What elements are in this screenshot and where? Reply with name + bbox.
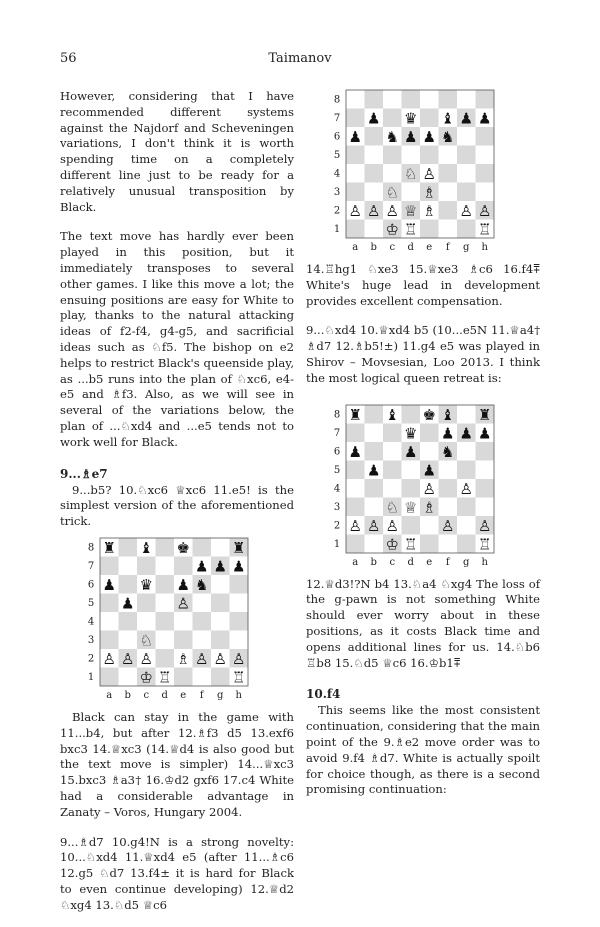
paragraph: 14.♖hg1 ♘xe3 15.♕xe3 ♗c6 16.f4⩱ White's huge lead in development provides excellent compensation. [306, 262, 540, 308]
rank-label: 6 [87, 579, 95, 591]
rank-label: 6 [333, 131, 341, 143]
chess-piece-icon: ♜ [348, 405, 362, 424]
file-label: d [407, 556, 414, 568]
rank-label: 8 [333, 94, 341, 106]
board-square [420, 146, 439, 165]
chess-piece-icon: ♝ [385, 405, 399, 424]
rank-label: 4 [87, 616, 95, 628]
file-label: h [235, 689, 242, 701]
board-square [193, 667, 212, 686]
board-square [365, 220, 384, 239]
chessboard-svg [306, 86, 540, 254]
chess-piece-icon: ♙ [348, 516, 362, 535]
chess-piece-icon: ♟ [213, 557, 227, 576]
chess-piece-icon: ♟ [422, 127, 436, 146]
rank-label: 7 [87, 561, 95, 573]
chess-piece-icon: ♘ [385, 183, 399, 202]
board-square [457, 534, 476, 553]
chess-piece-icon: ♟ [422, 460, 436, 479]
chess-piece-icon: ♖ [158, 668, 172, 687]
chess-piece-icon: ♟ [102, 575, 116, 594]
chess-piece-icon: ♛ [404, 109, 418, 128]
board-square [211, 575, 230, 594]
board-square [365, 164, 384, 183]
chess-piece-icon: ♛ [139, 575, 153, 594]
file-label: b [370, 242, 377, 253]
board-square [365, 146, 384, 165]
chess-piece-icon: ♟ [459, 109, 473, 128]
chess-piece-icon: ♙ [176, 594, 190, 613]
board-square [457, 164, 476, 183]
chess-piece-icon: ♘ [385, 497, 399, 516]
board-square [137, 556, 156, 575]
chess-piece-icon: ♝ [441, 109, 455, 128]
rank-label: 3 [333, 187, 341, 199]
file-label: b [124, 689, 131, 701]
board-square [119, 556, 138, 575]
chess-piece-icon: ♘ [139, 631, 153, 650]
board-square [457, 220, 476, 239]
board-square [457, 183, 476, 202]
chess-piece-icon: ♗ [176, 649, 190, 668]
board-square [383, 479, 402, 498]
board-square [193, 538, 212, 557]
board-square [346, 534, 365, 553]
board-square [211, 630, 230, 649]
chess-piece-icon: ♖ [404, 534, 418, 553]
chess-piece-icon: ♙ [367, 201, 381, 220]
chess-piece-icon: ♗ [422, 183, 436, 202]
chess-diagram [60, 534, 294, 702]
paragraph: 9...♗d7 10.g4!N is a strong novelty: 10...♘xd4 11.♕xd4 e5 (after 11...♗c6 12.g5 ♘d7 13.f4± it is hard for Black to even continue developing) 12.♕d2 ♘xg4 13.♘d5 ♕c6 [60, 834, 294, 912]
board-square [402, 405, 421, 424]
chess-piece-icon: ♟ [348, 442, 362, 461]
board-square [156, 649, 175, 668]
chess-piece-icon: ♙ [385, 516, 399, 535]
chess-piece-icon: ♟ [404, 442, 418, 461]
chess-piece-icon: ♖ [478, 220, 492, 239]
board-square [193, 593, 212, 612]
chess-piece-icon: ♙ [478, 201, 492, 220]
file-label: c [143, 689, 150, 701]
file-label: g [463, 242, 470, 253]
chess-piece-icon: ♔ [385, 534, 399, 553]
chess-piece-icon: ♜ [232, 538, 246, 557]
rank-label: 4 [333, 483, 341, 495]
board-square [365, 90, 384, 109]
board-square [476, 127, 495, 146]
board-square [346, 90, 365, 109]
board-square [457, 146, 476, 165]
board-square [402, 516, 421, 535]
board-square [457, 497, 476, 516]
chess-piece-icon: ♙ [195, 649, 209, 668]
rank-label: 5 [333, 150, 341, 162]
chess-piece-icon: ♗ [422, 201, 436, 220]
board-square [174, 612, 193, 631]
rank-label: 2 [87, 653, 95, 665]
board-square [476, 90, 495, 109]
board-square [346, 164, 365, 183]
board-square [420, 442, 439, 461]
board-square [100, 556, 119, 575]
chess-piece-icon: ♞ [195, 575, 209, 594]
board-square [100, 593, 119, 612]
board-square [439, 460, 458, 479]
board-square [365, 479, 384, 498]
file-label: d [161, 689, 168, 701]
chess-piece-icon: ♝ [441, 405, 455, 424]
chess-piece-icon: ♟ [404, 127, 418, 146]
board-square [346, 497, 365, 516]
board-square [420, 90, 439, 109]
board-square [346, 146, 365, 165]
chess-diagram [306, 86, 540, 254]
board-square [365, 405, 384, 424]
chess-piece-icon: ♙ [348, 201, 362, 220]
chess-piece-icon: ♟ [121, 594, 135, 613]
chess-piece-icon: ♟ [478, 423, 492, 442]
rank-label: 2 [333, 205, 341, 217]
chess-piece-icon: ♝ [139, 538, 153, 557]
left-column [60, 89, 294, 927]
board-square [402, 90, 421, 109]
board-square [119, 612, 138, 631]
board-square [420, 534, 439, 553]
board-square [476, 479, 495, 498]
rank-label: 1 [87, 672, 95, 684]
board-square [119, 575, 138, 594]
board-square [457, 90, 476, 109]
paragraph: The text move has hardly ever been played in this position, but it immediately transposes to several other games. I like this move a lot; the ensuing positions are easy for White to play, thanks to the natural attacking ideas of f2-f4, g4-g5, and sacrificial ideas such as ♘f5. The bishop on e2 helps to restrict Black's queenside play, as ...b5 runs into the plan of ♘xc6, e4-e5 and ♗f3. Also, as we will see in several of the variations below, the plan of ...♘xd4 and ...e5 tends not to work well for Black. [60, 229, 294, 449]
board-square [457, 442, 476, 461]
chess-piece-icon: ♛ [404, 423, 418, 442]
rank-label: 3 [333, 501, 341, 513]
chess-piece-icon: ♟ [459, 423, 473, 442]
board-square [193, 630, 212, 649]
board-square [439, 220, 458, 239]
board-square [383, 146, 402, 165]
board-square [156, 556, 175, 575]
chess-piece-icon: ♕ [404, 497, 418, 516]
board-square [137, 593, 156, 612]
chess-piece-icon: ♜ [102, 538, 116, 557]
board-square [457, 460, 476, 479]
chess-piece-icon: ♙ [232, 649, 246, 668]
chess-piece-icon: ♕ [404, 201, 418, 220]
board-square [211, 667, 230, 686]
board-square [383, 90, 402, 109]
board-square [402, 146, 421, 165]
board-square [193, 612, 212, 631]
file-label: h [481, 242, 488, 253]
chess-piece-icon: ♟ [441, 423, 455, 442]
board-square [420, 516, 439, 535]
chess-piece-icon: ♖ [404, 220, 418, 239]
chess-piece-icon: ♞ [441, 127, 455, 146]
chess-piece-icon: ♟ [176, 575, 190, 594]
rank-label: 5 [87, 598, 95, 610]
board-square [211, 612, 230, 631]
chess-piece-icon: ♟ [367, 109, 381, 128]
chess-piece-icon: ♙ [459, 479, 473, 498]
board-square [100, 630, 119, 649]
board-square [346, 220, 365, 239]
rank-label: 2 [333, 520, 341, 532]
rank-label: 1 [333, 224, 341, 236]
rank-label: 8 [87, 542, 95, 554]
chess-piece-icon: ♙ [121, 649, 135, 668]
board-square [383, 164, 402, 183]
rank-label: 4 [333, 168, 341, 180]
board-square [365, 183, 384, 202]
chess-piece-icon: ♟ [478, 109, 492, 128]
board-square [365, 127, 384, 146]
paragraph: 9...b5? 10.♘xc6 ♕xc6 11.e5! is the simplest version of the aforementioned trick. [60, 482, 294, 529]
chess-piece-icon: ♙ [422, 479, 436, 498]
chess-piece-icon: ♙ [459, 201, 473, 220]
board-square [365, 534, 384, 553]
board-square [230, 575, 249, 594]
chess-piece-icon: ♟ [348, 127, 362, 146]
move-heading: 10.f4 [306, 687, 341, 702]
board-square [100, 667, 119, 686]
chess-piece-icon: ♚ [422, 405, 436, 424]
chess-piece-icon: ♚ [176, 538, 190, 557]
board-square [457, 127, 476, 146]
move-heading: 9...♗e7 [60, 466, 108, 481]
board-square [346, 423, 365, 442]
board-square [156, 538, 175, 557]
chess-piece-icon: ♞ [385, 127, 399, 146]
running-title: Taimanov [268, 51, 332, 66]
rank-label: 3 [87, 635, 95, 647]
file-label: d [407, 242, 414, 253]
board-square [476, 460, 495, 479]
paragraph: However, considering that I have recommended different systems against the Najdorf and Scheveningen variations, I don't think it is worth spending time on a completely different line just to be ready for a relatively unusual transposition by Black. [60, 89, 294, 214]
board-square [346, 460, 365, 479]
board-square [383, 423, 402, 442]
file-label: f [199, 689, 204, 701]
chess-piece-icon: ♙ [139, 649, 153, 668]
rank-label: 1 [333, 538, 341, 550]
chessboard-svg [306, 401, 540, 569]
paragraph: This seems like the most consistent continuation, considering that the main point of the 9.♗e2 move order was to avoid 9.f4 ♗d7. White is actually spoilt for choice though, as there is a second promising continuation: [306, 703, 540, 797]
board-square [420, 109, 439, 128]
board-square [457, 516, 476, 535]
board-square [476, 442, 495, 461]
board-square [457, 405, 476, 424]
chess-piece-icon: ♙ [422, 164, 436, 183]
file-label: a [352, 242, 359, 253]
board-square [420, 423, 439, 442]
file-label: a [352, 556, 359, 568]
rank-label: 7 [333, 113, 341, 125]
board-square [156, 593, 175, 612]
board-square [420, 220, 439, 239]
board-square [439, 479, 458, 498]
chess-piece-icon: ♙ [213, 649, 227, 668]
file-label: g [217, 689, 224, 701]
board-square [156, 630, 175, 649]
chess-piece-icon: ♖ [478, 534, 492, 553]
board-square [230, 612, 249, 631]
board-square [402, 183, 421, 202]
board-square [476, 146, 495, 165]
chess-piece-icon: ♙ [102, 649, 116, 668]
board-square [365, 497, 384, 516]
board-square [100, 612, 119, 631]
board-square [439, 164, 458, 183]
board-square [476, 183, 495, 202]
board-square [402, 460, 421, 479]
board-square [383, 442, 402, 461]
board-square [211, 593, 230, 612]
file-label: f [445, 556, 450, 568]
board-square [230, 593, 249, 612]
right-column [306, 86, 540, 812]
board-square [439, 201, 458, 220]
board-square [137, 612, 156, 631]
rank-label: 8 [333, 409, 341, 421]
chess-piece-icon: ♜ [478, 405, 492, 424]
board-square [119, 630, 138, 649]
paragraph: Black can stay in the game with 11...b4, but after 12.♗f3 d5 13.exf6 bxc3 14.♕xc3 (14.♕d4 is also good but the text move is simpler) 14...♕xc3 15.bxc3 ♗a3† 16.♔d2 gxf6 17.c4 White had a considerable advantage in Zanaty – Voros, Hungary 2004. [60, 709, 294, 819]
chess-piece-icon: ♔ [385, 220, 399, 239]
chess-piece-icon: ♗ [422, 497, 436, 516]
file-label: a [106, 689, 113, 701]
board-square [174, 630, 193, 649]
chess-piece-icon: ♘ [404, 164, 418, 183]
file-label: c [389, 556, 396, 568]
board-square [439, 90, 458, 109]
board-square [119, 667, 138, 686]
chess-piece-icon: ♟ [195, 557, 209, 576]
board-square [174, 667, 193, 686]
page-number: 56 [60, 51, 77, 66]
rank-label: 6 [333, 446, 341, 458]
chessboard-svg [60, 534, 294, 702]
file-label: e [426, 242, 433, 253]
board-square [439, 183, 458, 202]
board-square [156, 575, 175, 594]
file-label: h [481, 556, 488, 568]
chess-piece-icon: ♙ [367, 516, 381, 535]
file-label: f [445, 242, 450, 253]
paragraph: 12.♕d3!?N b4 13.♘a4 ♘xg4 The loss of the g-pawn is not something White should ever worry about in these positions, as it costs Black time and opens additional lines for us. 14.♘b6 ♖b8 15.♘d5 ♕c6 16.♔b1⩱ [306, 576, 540, 670]
file-label: g [463, 556, 470, 568]
board-square [211, 538, 230, 557]
chess-piece-icon: ♔ [139, 668, 153, 687]
chess-diagram [306, 401, 540, 569]
board-square [365, 442, 384, 461]
chess-piece-icon: ♖ [232, 668, 246, 687]
chess-piece-icon: ♟ [367, 460, 381, 479]
chess-piece-icon: ♞ [441, 442, 455, 461]
rank-label: 7 [333, 427, 341, 439]
rank-label: 5 [333, 464, 341, 476]
board-square [439, 497, 458, 516]
file-label: c [389, 242, 396, 253]
board-square [346, 183, 365, 202]
chess-piece-icon: ♙ [441, 516, 455, 535]
board-square [476, 164, 495, 183]
board-square [383, 460, 402, 479]
board-square [174, 556, 193, 575]
board-square [346, 109, 365, 128]
board-square [346, 479, 365, 498]
chess-piece-icon: ♙ [478, 516, 492, 535]
board-square [476, 497, 495, 516]
paragraph: 9...♘xd4 10.♕xd4 b5 (10...e5N 11.♕a4† ♗d7 12.♗b5!±) 11.g4 e5 was played in Shirov – Movsesian, Loo 2013. I think the most logical queen retreat is: [306, 323, 540, 385]
file-label: e [426, 556, 433, 568]
chess-piece-icon: ♙ [385, 201, 399, 220]
file-label: e [180, 689, 187, 701]
board-square [439, 534, 458, 553]
board-square [119, 538, 138, 557]
chess-piece-icon: ♟ [232, 557, 246, 576]
board-square [365, 423, 384, 442]
board-square [439, 146, 458, 165]
board-square [156, 612, 175, 631]
board-square [402, 479, 421, 498]
board-square [230, 630, 249, 649]
board-square [383, 109, 402, 128]
file-label: b [370, 556, 377, 568]
